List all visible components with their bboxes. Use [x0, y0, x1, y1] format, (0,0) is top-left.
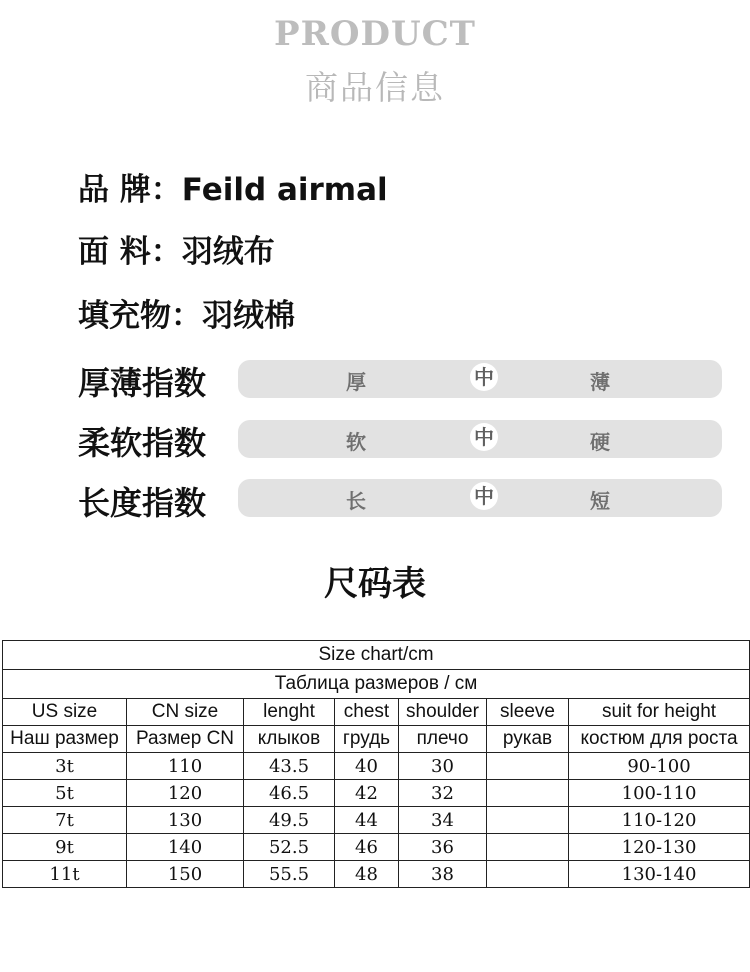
thickness-index-label: 厚薄指数: [78, 364, 207, 402]
size-chart-title-row-ru: [3, 670, 750, 699]
length-index-bar: [238, 479, 722, 517]
info-brand-key: 品 牌：: [78, 172, 182, 208]
table-cell: 7t: [3, 807, 127, 834]
header-cell: sleeve: [487, 699, 569, 726]
table-row: [3, 780, 750, 807]
header-cell: рукав: [487, 726, 569, 753]
header-cell: shoulder: [399, 699, 487, 726]
header-cell: lenght: [244, 699, 335, 726]
info-filling-key: 填充物：: [78, 298, 202, 334]
table-cell: 43.5: [244, 753, 335, 780]
header-cell: клыков: [244, 726, 335, 753]
header-cell: suit for height: [569, 699, 750, 726]
table-cell: [487, 780, 569, 807]
table-cell: 36: [399, 834, 487, 861]
header-cell: US size: [3, 699, 127, 726]
softness-option-medium-selected: 中: [470, 423, 498, 451]
table-cell: 120: [127, 780, 244, 807]
length-option-short: 短: [590, 489, 610, 513]
table-cell: 5t: [3, 780, 127, 807]
table-cell: [487, 753, 569, 780]
table-cell: 130: [127, 807, 244, 834]
table-cell: 52.5: [244, 834, 335, 861]
info-brand: [78, 164, 388, 209]
info-fabric-key: 面 料：: [78, 234, 182, 270]
table-cell: 110: [127, 753, 244, 780]
table-cell: 9t: [3, 834, 127, 861]
product-header-title: PRODUCT: [274, 14, 476, 54]
thickness-option-thin: 薄: [590, 370, 610, 394]
table-cell: 42: [335, 780, 399, 807]
table-cell: 120-130: [569, 834, 750, 861]
table-row: [3, 807, 750, 834]
table-cell: [487, 834, 569, 861]
thickness-index-bar: [238, 360, 722, 398]
table-cell: 40: [335, 753, 399, 780]
table-cell: 46: [335, 834, 399, 861]
product-header-subtitle: 商品信息: [305, 68, 445, 107]
size-chart-title-ru: Таблица размеров / см: [3, 670, 750, 699]
size-chart-header-row-ru: [3, 726, 750, 753]
length-index-label: 长度指数: [78, 484, 207, 522]
table-cell: 30: [399, 753, 487, 780]
table-cell: 34: [399, 807, 487, 834]
header-cell: CN size: [127, 699, 244, 726]
info-fabric-value: 羽绒布: [181, 234, 275, 270]
table-cell: 110-120: [569, 807, 750, 834]
table-cell: 38: [399, 861, 487, 888]
table-cell: 11t: [3, 861, 127, 888]
table-cell: 49.5: [244, 807, 335, 834]
header-cell: костюм для роста: [569, 726, 750, 753]
info-fabric: [78, 226, 275, 271]
size-chart-title-en: Size chart/cm: [3, 641, 750, 670]
thickness-option-thick: 厚: [346, 370, 366, 394]
softness-index-bar: [238, 420, 722, 458]
length-option-long: 长: [346, 489, 366, 513]
table-cell: 3t: [3, 753, 127, 780]
table-cell: [487, 861, 569, 888]
info-filling-value: 羽绒棉: [202, 298, 295, 334]
header-cell: плечо: [399, 726, 487, 753]
info-filling: [78, 290, 295, 335]
softness-option-soft: 软: [346, 430, 366, 454]
table-cell: 140: [127, 834, 244, 861]
table-cell: 46.5: [244, 780, 335, 807]
table-cell: 55.5: [244, 861, 335, 888]
header-cell: грудь: [335, 726, 399, 753]
softness-option-hard: 硬: [590, 430, 610, 454]
table-cell: 130-140: [569, 861, 750, 888]
header-cell: chest: [335, 699, 399, 726]
table-cell: 32: [399, 780, 487, 807]
thickness-option-medium-selected: 中: [470, 363, 498, 391]
softness-index-label: 柔软指数: [78, 424, 207, 462]
table-cell: [487, 807, 569, 834]
table-cell: 44: [335, 807, 399, 834]
table-cell: 100-110: [569, 780, 750, 807]
table-row: [3, 753, 750, 780]
table-cell: 90-100: [569, 753, 750, 780]
size-chart-title-row: [3, 641, 750, 670]
header-cell: Размер CN: [127, 726, 244, 753]
table-cell: 150: [127, 861, 244, 888]
table-cell: 48: [335, 861, 399, 888]
info-brand-value: Feild airmal: [181, 172, 388, 208]
size-chart-table: [2, 640, 750, 888]
table-row: [3, 834, 750, 861]
table-row: [3, 861, 750, 888]
length-option-medium-selected: 中: [470, 482, 498, 510]
size-chart-header-row-en: [3, 699, 750, 726]
header-cell: Наш размер: [3, 726, 127, 753]
size-chart-section-title: 尺码表: [324, 564, 426, 604]
